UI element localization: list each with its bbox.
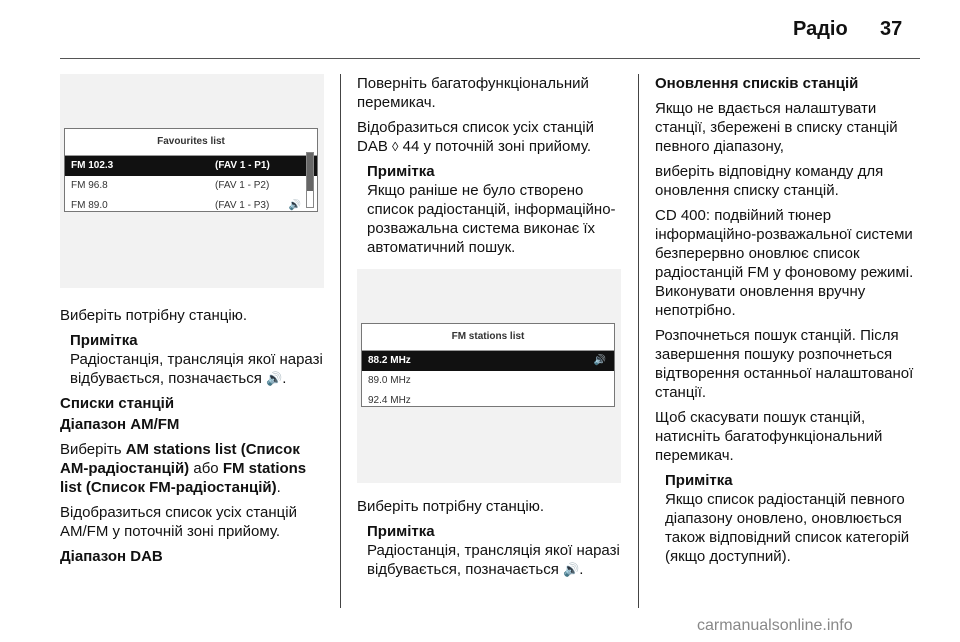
fm-row-3[interactable] <box>362 391 614 411</box>
fm-row-freq: 92.4 MHz <box>368 395 411 406</box>
fav-row-freq: FM 96.8 <box>71 180 108 191</box>
note-block <box>357 162 625 257</box>
fm-row-2[interactable] <box>362 371 614 391</box>
heading-am-fm: Діапазон AM/FM <box>60 416 180 433</box>
fav-row-freq: FM 102.3 <box>71 160 114 171</box>
speaker-icon: 🔊 <box>288 200 301 211</box>
note-text: Якщо список радіостанцій певного діапазону оновлено, оновлюється також відповідний список категорій (якщо доступний). <box>665 491 910 565</box>
select-station-text: Виберіть потрібну станцію. <box>357 498 545 515</box>
note-text: Якщо раніше не було створено список радіостанцій, інформаційно-розважальна система виконає їх автоматичний пошук. <box>367 182 616 256</box>
fm-row-1[interactable] <box>362 351 614 371</box>
favourites-screen <box>64 128 318 212</box>
list-shown-text: Відобразиться список усіх станцій AM/FM у поточній зоні прийому. <box>60 504 297 540</box>
select-station-text: Виберіть потрібну станцію. <box>60 307 248 324</box>
fav-row-freq: FM 89.0 <box>71 200 108 211</box>
fav-row-slot: (FAV 1 - P1) <box>215 160 270 171</box>
update-paragraph-4: Розпочнеться пошук станцій. Після завершення пошуку розпочнеться відтворення останньої налаштованої станції. <box>655 327 914 401</box>
fav-row-slot: (FAV 1 - P3) <box>215 200 270 211</box>
fav-row-2[interactable] <box>65 176 317 196</box>
fm-row-freq: 89.0 MHz <box>368 375 411 386</box>
page-number: 37 <box>880 18 903 40</box>
note-title: Примітка <box>367 163 435 180</box>
page-reference-icon: ◊ <box>392 139 399 154</box>
fav-row-3[interactable] <box>65 196 317 216</box>
heading-update-lists: Оновлення списків станцій <box>655 75 859 92</box>
note-block: Примітка Радіостанція, трансляція якої наразі відбувається, позначається 🔊. <box>357 522 625 579</box>
update-paragraph-1: Якщо не вдається налаштувати станції, збережені в списку станцій певного діапазону, <box>655 100 898 155</box>
favourites-screenshot <box>60 74 324 288</box>
heading-dab: Діапазон DAB <box>60 548 163 565</box>
fm-row-freq: 88.2 MHz <box>368 355 411 366</box>
column-3 <box>655 74 925 572</box>
note-title: Примітка <box>367 523 435 540</box>
scrollbar[interactable] <box>306 152 314 208</box>
note-block <box>655 471 925 566</box>
speaker-icon: 🔊 <box>563 562 580 577</box>
turn-knob-text: Поверніть багатофункціональний перемикач. <box>357 75 589 111</box>
fm-list-label: FM stations list (Список FM-радіостанцій) <box>60 460 307 496</box>
note-title: Примітка <box>70 332 138 349</box>
note-block: Примітка Радіостанція, трансляція якої наразі відбувається, позначається 🔊. <box>60 331 326 388</box>
column-2 <box>357 74 625 585</box>
fm-stations-screen <box>361 323 615 407</box>
column-1 <box>60 74 326 572</box>
update-paragraph-3: CD 400: подвійний тюнер інформаційно-розважальної системи безперервно оновлює список радіостанцій FM у фоновому режимі. Виконувати оновлення вручну непотрібно. <box>655 207 914 319</box>
column-divider-2 <box>638 74 639 608</box>
note-title: Примітка <box>665 472 733 489</box>
update-paragraph-2: виберіть відповідну команду для оновлення списку станцій. <box>655 163 884 199</box>
column-divider-1 <box>340 74 341 608</box>
fav-row-1[interactable] <box>65 156 317 176</box>
heading-station-lists: Списки станцій <box>60 395 175 412</box>
speaker-icon: 🔊 <box>266 371 283 386</box>
note-text: Радіостанція, трансляція якої наразі відбувається, позначається <box>70 351 323 387</box>
dab-list-text: Відобразиться список усіх станцій DAB ◊ 44 у поточній зоні прийому. <box>357 119 594 155</box>
favourites-screen-title: Favourites list <box>65 129 317 156</box>
fm-screen-title: FM stations list <box>362 324 614 351</box>
watermark: carmanualsonline.info <box>697 617 853 634</box>
update-paragraph-5: Щоб скасувати пошук станцій, натисніть багатофункціональний перемикач. <box>655 409 883 464</box>
page-section-title: Радіо <box>793 18 848 40</box>
note-text: Радіостанція, трансляція якої наразі відбувається, позначається <box>367 542 620 578</box>
am-list-label: AM stations list (Список AM-радіостанцій) <box>60 441 300 477</box>
fav-row-slot: (FAV 1 - P2) <box>215 180 270 191</box>
select-list-text: Виберіть AM stations list (Список AM-радіостанцій) або FM stations list (Список FM-радіостанцій). <box>60 441 307 496</box>
fm-stations-screenshot <box>357 269 621 483</box>
speaker-icon: 🔊 <box>593 355 606 366</box>
header-rule <box>60 58 920 59</box>
